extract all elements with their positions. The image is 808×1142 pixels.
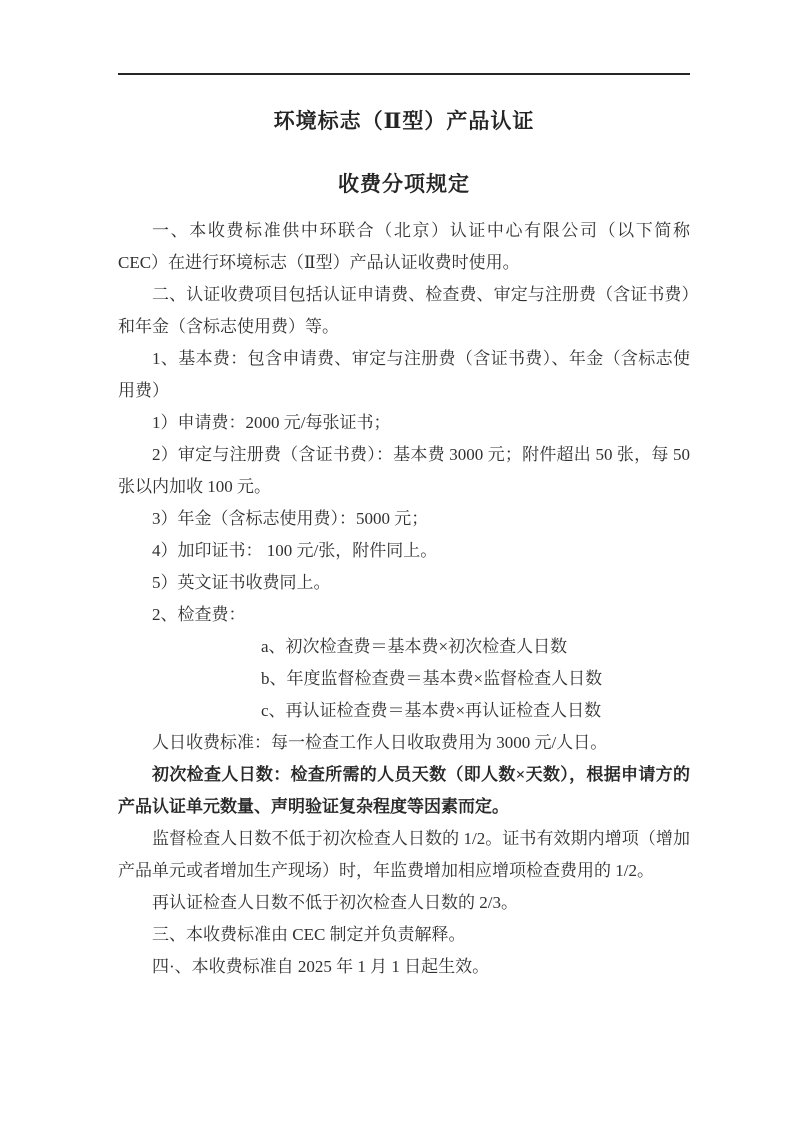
- basic-fee-intro: 1、基本费：包含申请费、审定与注册费（含证书费）、年金（含标志使用费）: [118, 349, 690, 400]
- doc-title-line2: 收费分项规定: [338, 172, 470, 196]
- recertification-man-days: 再认证检查人日数不低于初次检查人日数的 2/3。: [152, 893, 518, 912]
- formula-recertification: c、再认证检查费＝基本费×再认证检查人日数: [261, 701, 602, 720]
- document-body: [118, 215, 690, 983]
- fee-item-annuity: 3）年金（含标志使用费）：5000 元；: [152, 509, 429, 528]
- clause-2: 二、认证收费项目包括认证申请费、检查费、审定与注册费（含证书费）和年金（含标志使用费）等。: [118, 285, 690, 336]
- clause-4: 四·、本收费标准自 2025 年 1 月 1 日起生效。: [152, 957, 490, 976]
- header-rule: [118, 73, 690, 75]
- fee-item-english-certificate: 5）英文证书收费同上。: [152, 573, 331, 592]
- fee-item-registration: 2）审定与注册费（含证书费）：基本费 3000 元；附件超出 50 张，每 50 张以内加收 100 元。: [118, 445, 690, 496]
- clause-3: 三、本收费标准由 CEC 制定并负责解释。: [152, 925, 466, 944]
- formula-annual-supervision: b、年度监督检查费＝基本费×监督检查人日数: [261, 669, 603, 688]
- inspection-fee-intro: 2、检查费：: [152, 605, 246, 624]
- clause-1: 一、本收费标准供中环联合（北京）认证中心有限公司（以下简称 CEC）在进行环境标志（Ⅱ型）产品认证收费时使用。: [118, 221, 690, 272]
- fee-item-application: 1）申请费：2000 元/每张证书；: [152, 413, 391, 432]
- man-day-rate: 人日收费标准：每一检查工作人日收取费用为 3000 元/人日。: [152, 733, 608, 752]
- doc-title-line1: 环境标志（Ⅱ型）产品认证: [273, 109, 535, 133]
- formula-initial-inspection: a、初次检查费＝基本费×初次检查人日数: [261, 637, 568, 656]
- supervision-man-days: 监督检查人日数不低于初次检查人日数的 1/2。证书有效期内增项（增加产品单元或者增加生产现场）时，年监费增加相应增项检查费用的 1/2。: [118, 829, 690, 880]
- initial-man-days: 初次检查人日数：检查所需的人员天数（即人数×天数），根据申请方的产品认证单元数量、声明验证复杂程度等因素而定。: [118, 765, 690, 816]
- fee-item-extra-certificate: 4）加印证书： 100 元/张，附件同上。: [152, 541, 438, 560]
